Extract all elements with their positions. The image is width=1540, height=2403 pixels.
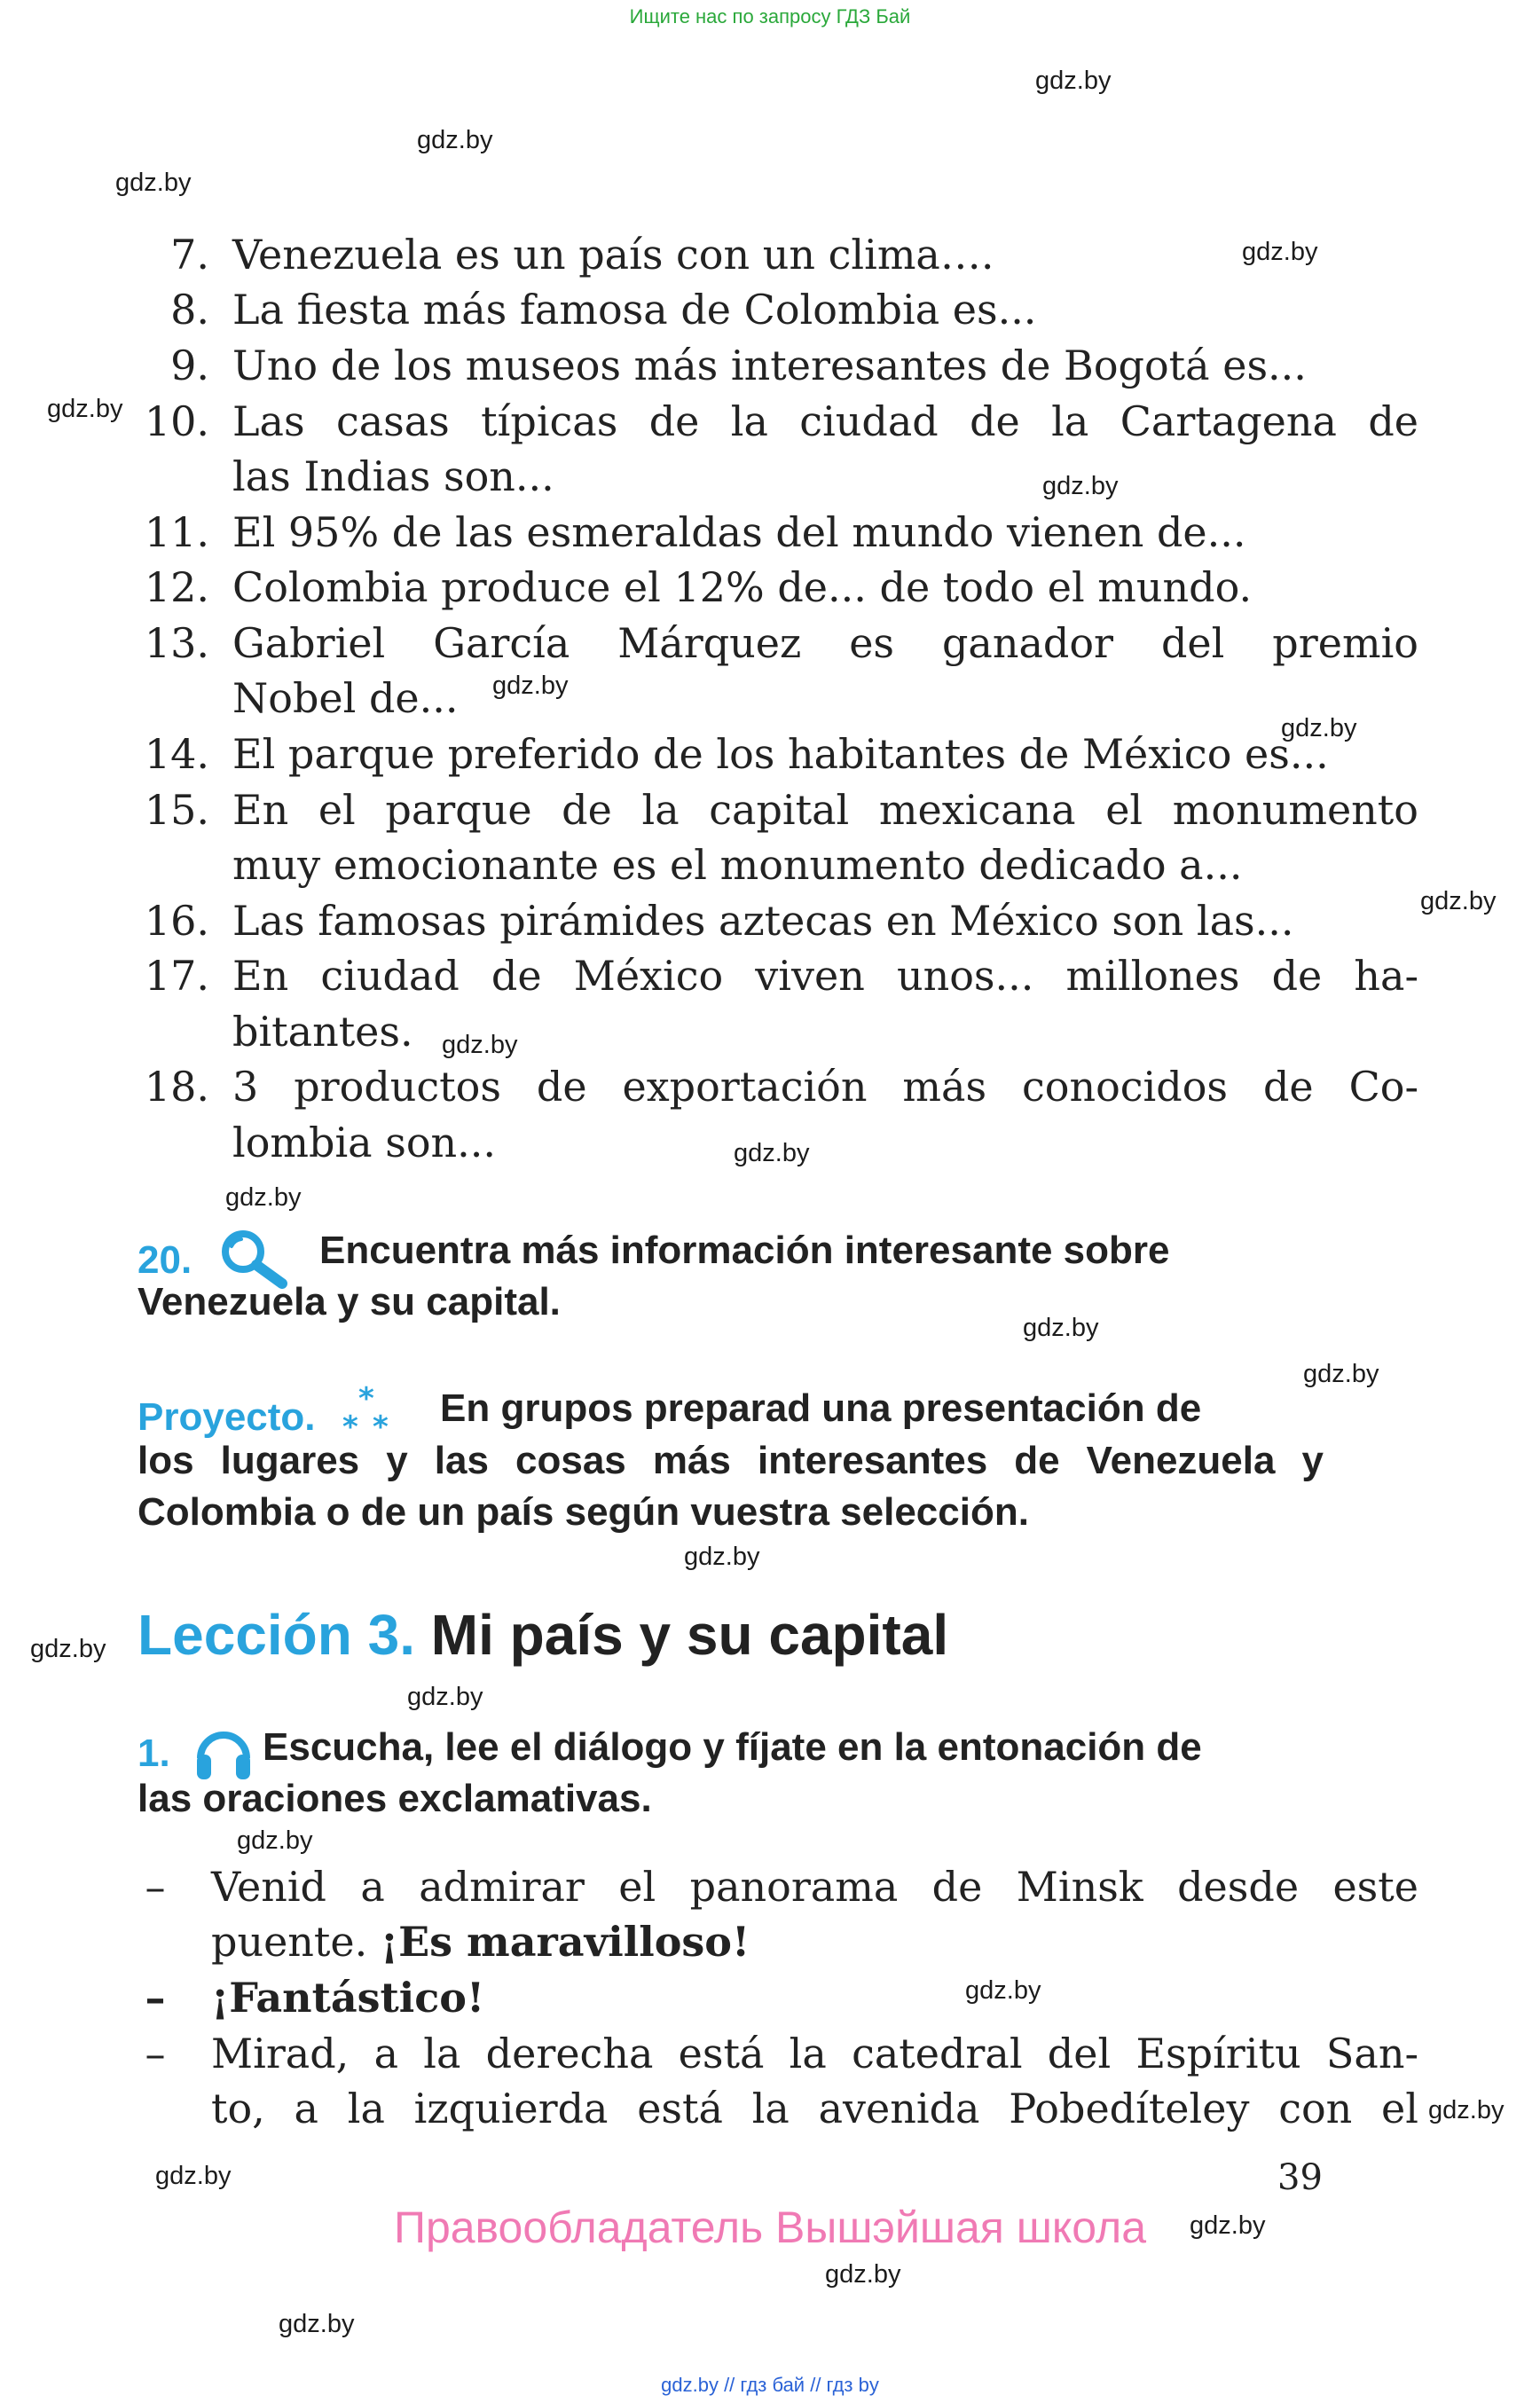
dialogue-line: to, a la izquierda está la avenida Pobedíteley con el bbox=[211, 2085, 1418, 2132]
list-item-text: Las casas típicas de la ciudad de la Cartagena de bbox=[232, 397, 1418, 445]
list-item-text-continued: las Indias son... bbox=[232, 452, 554, 500]
list-item-text-continued: Nobel de... bbox=[232, 674, 459, 722]
watermark: gdz.by bbox=[417, 126, 493, 154]
watermark: gdz.by bbox=[407, 1683, 483, 1711]
dialogue-line: Venid a admirar el panorama de Minsk desde este bbox=[211, 1863, 1418, 1911]
project-label: Proyecto. bbox=[138, 1395, 316, 1440]
dialogue-exclamation: ¡Es maravilloso! bbox=[380, 1918, 750, 1966]
list-number: 13. bbox=[144, 619, 209, 667]
task-1-line2: las oraciones exclamativas. bbox=[138, 1777, 652, 1820]
dialogue-dash: – bbox=[145, 1974, 166, 2022]
list-item-text: El parque preferido de los habitantes de México es... bbox=[232, 730, 1329, 778]
watermark: gdz.by bbox=[237, 1826, 313, 1855]
watermark: gdz.by bbox=[225, 1183, 302, 1212]
watermark: gdz.by bbox=[1281, 714, 1357, 742]
watermark: gdz.by bbox=[492, 671, 569, 700]
dialogue-dash: – bbox=[145, 1863, 166, 1911]
watermark: gdz.by bbox=[30, 1635, 106, 1663]
bottom-banner: gdz.by // гдз бай // гдз by bbox=[661, 2374, 879, 2396]
list-item-text: Uno de los museos más interesantes de Bogotá es... bbox=[232, 342, 1307, 389]
list-number: 15. bbox=[144, 786, 209, 834]
watermark: gdz.by bbox=[965, 1976, 1041, 2005]
lesson-heading bbox=[138, 1602, 948, 1668]
watermark: gdz.by bbox=[279, 2310, 355, 2338]
list-number: 9. bbox=[170, 342, 209, 389]
dialogue-dash: – bbox=[145, 2030, 166, 2077]
top-banner: Ищите нас по запросу ГДЗ Бай bbox=[629, 5, 911, 27]
page-number: 39 bbox=[1277, 2157, 1323, 2198]
watermark: gdz.by bbox=[684, 1543, 760, 1571]
watermark: gdz.by bbox=[115, 169, 192, 197]
svg-text:*: * bbox=[342, 1410, 358, 1444]
list-number: 10. bbox=[144, 397, 209, 445]
watermark: gdz.by bbox=[442, 1031, 518, 1059]
list-item-text-continued: bitantes. bbox=[232, 1008, 413, 1056]
task-20-line1: Encuentra más información interesante sobre bbox=[319, 1229, 1170, 1272]
lesson-label: Lección 3. bbox=[138, 1603, 415, 1667]
list-number: 14. bbox=[144, 730, 209, 778]
watermark: gdz.by bbox=[734, 1139, 810, 1167]
list-number: 18. bbox=[144, 1063, 209, 1111]
watermark: gdz.by bbox=[155, 2162, 232, 2190]
list-number: 11. bbox=[144, 508, 209, 556]
watermark: gdz.by bbox=[825, 2260, 901, 2289]
list-item-text: La fiesta más famosa de Colombia es... bbox=[232, 286, 1037, 334]
project-line3: Colombia o de un país según vuestra selección. bbox=[138, 1490, 1029, 1534]
list-number: 8. bbox=[170, 286, 209, 334]
watermark: gdz.by bbox=[1035, 67, 1112, 95]
list-item-text: En el parque de la capital mexicana el monumento bbox=[232, 786, 1418, 834]
list-item-text: 3 productos de exportación más conocidos de Co- bbox=[232, 1063, 1418, 1111]
watermark: gdz.by bbox=[1190, 2211, 1266, 2240]
watermark: gdz.by bbox=[1042, 472, 1119, 500]
lesson-title: Mi país y su capital bbox=[430, 1603, 949, 1667]
list-item-text: Colombia produce el 12% de... de todo el mundo. bbox=[232, 563, 1253, 611]
list-item-text: Gabriel García Márquez es ganador del premio bbox=[232, 619, 1418, 667]
list-number: 16. bbox=[144, 897, 209, 945]
list-item-text: En ciudad de México viven unos... millones de ha- bbox=[232, 952, 1418, 1000]
list-number: 12. bbox=[144, 563, 209, 611]
dialogue-exclamation: ¡Fantástico! bbox=[211, 1974, 485, 2022]
list-item-text-continued: muy emocionante es el monumento dedicado a... bbox=[232, 841, 1243, 889]
dialogue-line bbox=[211, 1918, 750, 1966]
project-line2: los lugares y las cosas más interesantes de Venezuela y bbox=[138, 1439, 1324, 1482]
list-number: 17. bbox=[144, 952, 209, 1000]
list-item-text: Las famosas pirámides aztecas en México son las... bbox=[232, 897, 1294, 945]
watermark: gdz.by bbox=[1420, 887, 1497, 915]
task-number: 1. bbox=[138, 1732, 170, 1776]
watermark: gdz.by bbox=[1242, 238, 1318, 266]
watermark: gdz.by bbox=[47, 395, 123, 423]
dialogue-line: Mirad, a la derecha está la catedral del Espíritu San- bbox=[211, 2030, 1418, 2077]
list-item-text-continued: lombia son... bbox=[232, 1119, 497, 1166]
watermark: gdz.by bbox=[1428, 2096, 1505, 2124]
list-item-text: El 95% de las esmeraldas del mundo vienen de... bbox=[232, 508, 1246, 556]
list-number: 7. bbox=[170, 231, 209, 279]
watermark: gdz.by bbox=[1303, 1360, 1379, 1388]
svg-text:*: * bbox=[372, 1410, 389, 1444]
project-line1: En grupos preparad una presentación de bbox=[440, 1386, 1202, 1430]
list-item-text: Venezuela es un país con un clima…. bbox=[232, 231, 994, 279]
svg-text:*: * bbox=[358, 1386, 374, 1417]
rights-holder: Правообладатель Вышэйшая школа bbox=[394, 2203, 1146, 2252]
task-1-line1: Escucha, lee el diálogo y fíjate en la entonación de bbox=[263, 1725, 1202, 1769]
task-number: 20. bbox=[138, 1238, 192, 1283]
task-20-line2: Venezuela y su capital. bbox=[138, 1280, 561, 1323]
dialogue-text: puente. bbox=[211, 1918, 368, 1966]
watermark: gdz.by bbox=[1023, 1314, 1099, 1342]
